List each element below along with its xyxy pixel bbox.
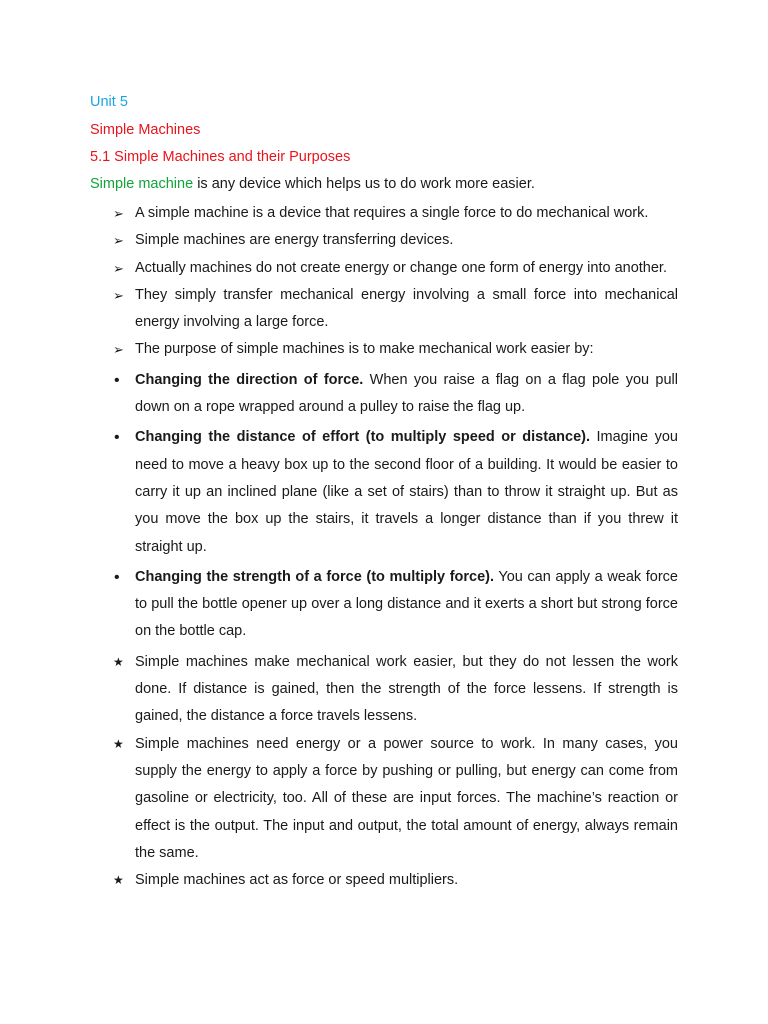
arrow-bullet-icon: ➢ — [113, 206, 124, 221]
list-item-text: Simple machines make mechanical work easier, but they do not lessen the work done. If distance is gained, then the strength of the force lessens. If strength is gained, the distance a force travels lessens. — [135, 653, 678, 725]
list-item-text: They simply transfer mechanical energy involving a small force into mechanical energy involving a large force. — [135, 286, 678, 331]
list-item — [0, 336, 768, 363]
list-item-text: The purpose of simple machines is to make mechanical work easier by: — [135, 341, 594, 358]
section-title: 5.1 Simple Machines and their Purposes — [90, 149, 351, 165]
list-item-text: Simple machines need energy or a power source to work. In many cases, you supply the energy to apply a force by pushing or pulling, but energy can come from gasoline or electricity, too. All of these are input forces. The machine’s reaction or effect is the output. The input and output, the total amount of energy, always remain the same. — [135, 735, 678, 861]
list-item-text: You can apply a weak force to pull the bottle opener up over a long distance and it exerts a short but strong force on the bottle cap. — [135, 568, 679, 640]
definition-paragraph — [90, 174, 535, 194]
arrow-bullet-icon: ➢ — [113, 233, 124, 249]
list-item — [0, 731, 768, 867]
list-item — [0, 200, 768, 227]
star-bullet-icon: ★ — [113, 654, 124, 669]
list-item-text: A simple machine is a device that requires a single force to do mechanical work. — [135, 205, 649, 221]
list-item — [0, 649, 768, 731]
dot-bullet-icon: • — [114, 429, 120, 447]
dot-bullet-icon: • — [114, 568, 120, 586]
list-item — [0, 424, 768, 560]
list-item — [0, 867, 768, 894]
list-item — [0, 255, 768, 282]
list-item-text: Imagine you need to move a heavy box up to the second floor of a building. It would be easier to carry it up an inclined plane (like a set of stairs) than to throw it straight up. But as you move the box up the stairs, it travels a longer distance than if you threw it straight up. — [135, 429, 678, 555]
list-item — [0, 227, 768, 254]
list-item — [0, 564, 768, 646]
defined-term: Simple machine — [90, 176, 194, 192]
list-item-bold-text: Changing the strength of a force (to multiply force). — [135, 568, 495, 585]
chapter-title: Simple Machines — [90, 122, 201, 138]
list-item-text: Actually machines do not create energy or change one form of energy into another. — [135, 259, 667, 276]
unit-heading: Unit 5 — [90, 94, 128, 110]
star-bullet-icon: ★ — [113, 873, 124, 888]
content-list — [0, 200, 768, 894]
arrow-bullet-icon: ➢ — [113, 260, 124, 276]
list-item-bold-text: Changing the direction of force. — [135, 371, 364, 388]
list-item-bold-text: Changing the distance of effort (to multiply speed or distance). — [135, 429, 590, 446]
arrow-bullet-icon: ➢ — [113, 342, 124, 358]
list-item — [0, 367, 768, 422]
list-item-text: Simple machines are energy transferring devices. — [135, 232, 454, 249]
definition-text: is any device which helps us to do work more easier. — [193, 176, 535, 192]
dot-bullet-icon: • — [114, 371, 120, 389]
list-item-text: Simple machines act as force or speed multipliers. — [135, 872, 459, 889]
list-item-text: When you raise a flag on a flag pole you pull down on a rope wrapped around a pulley to raise the flag up. — [135, 371, 678, 416]
star-bullet-icon: ★ — [113, 736, 124, 751]
list-item — [0, 282, 768, 337]
arrow-bullet-icon: ➢ — [113, 287, 124, 303]
